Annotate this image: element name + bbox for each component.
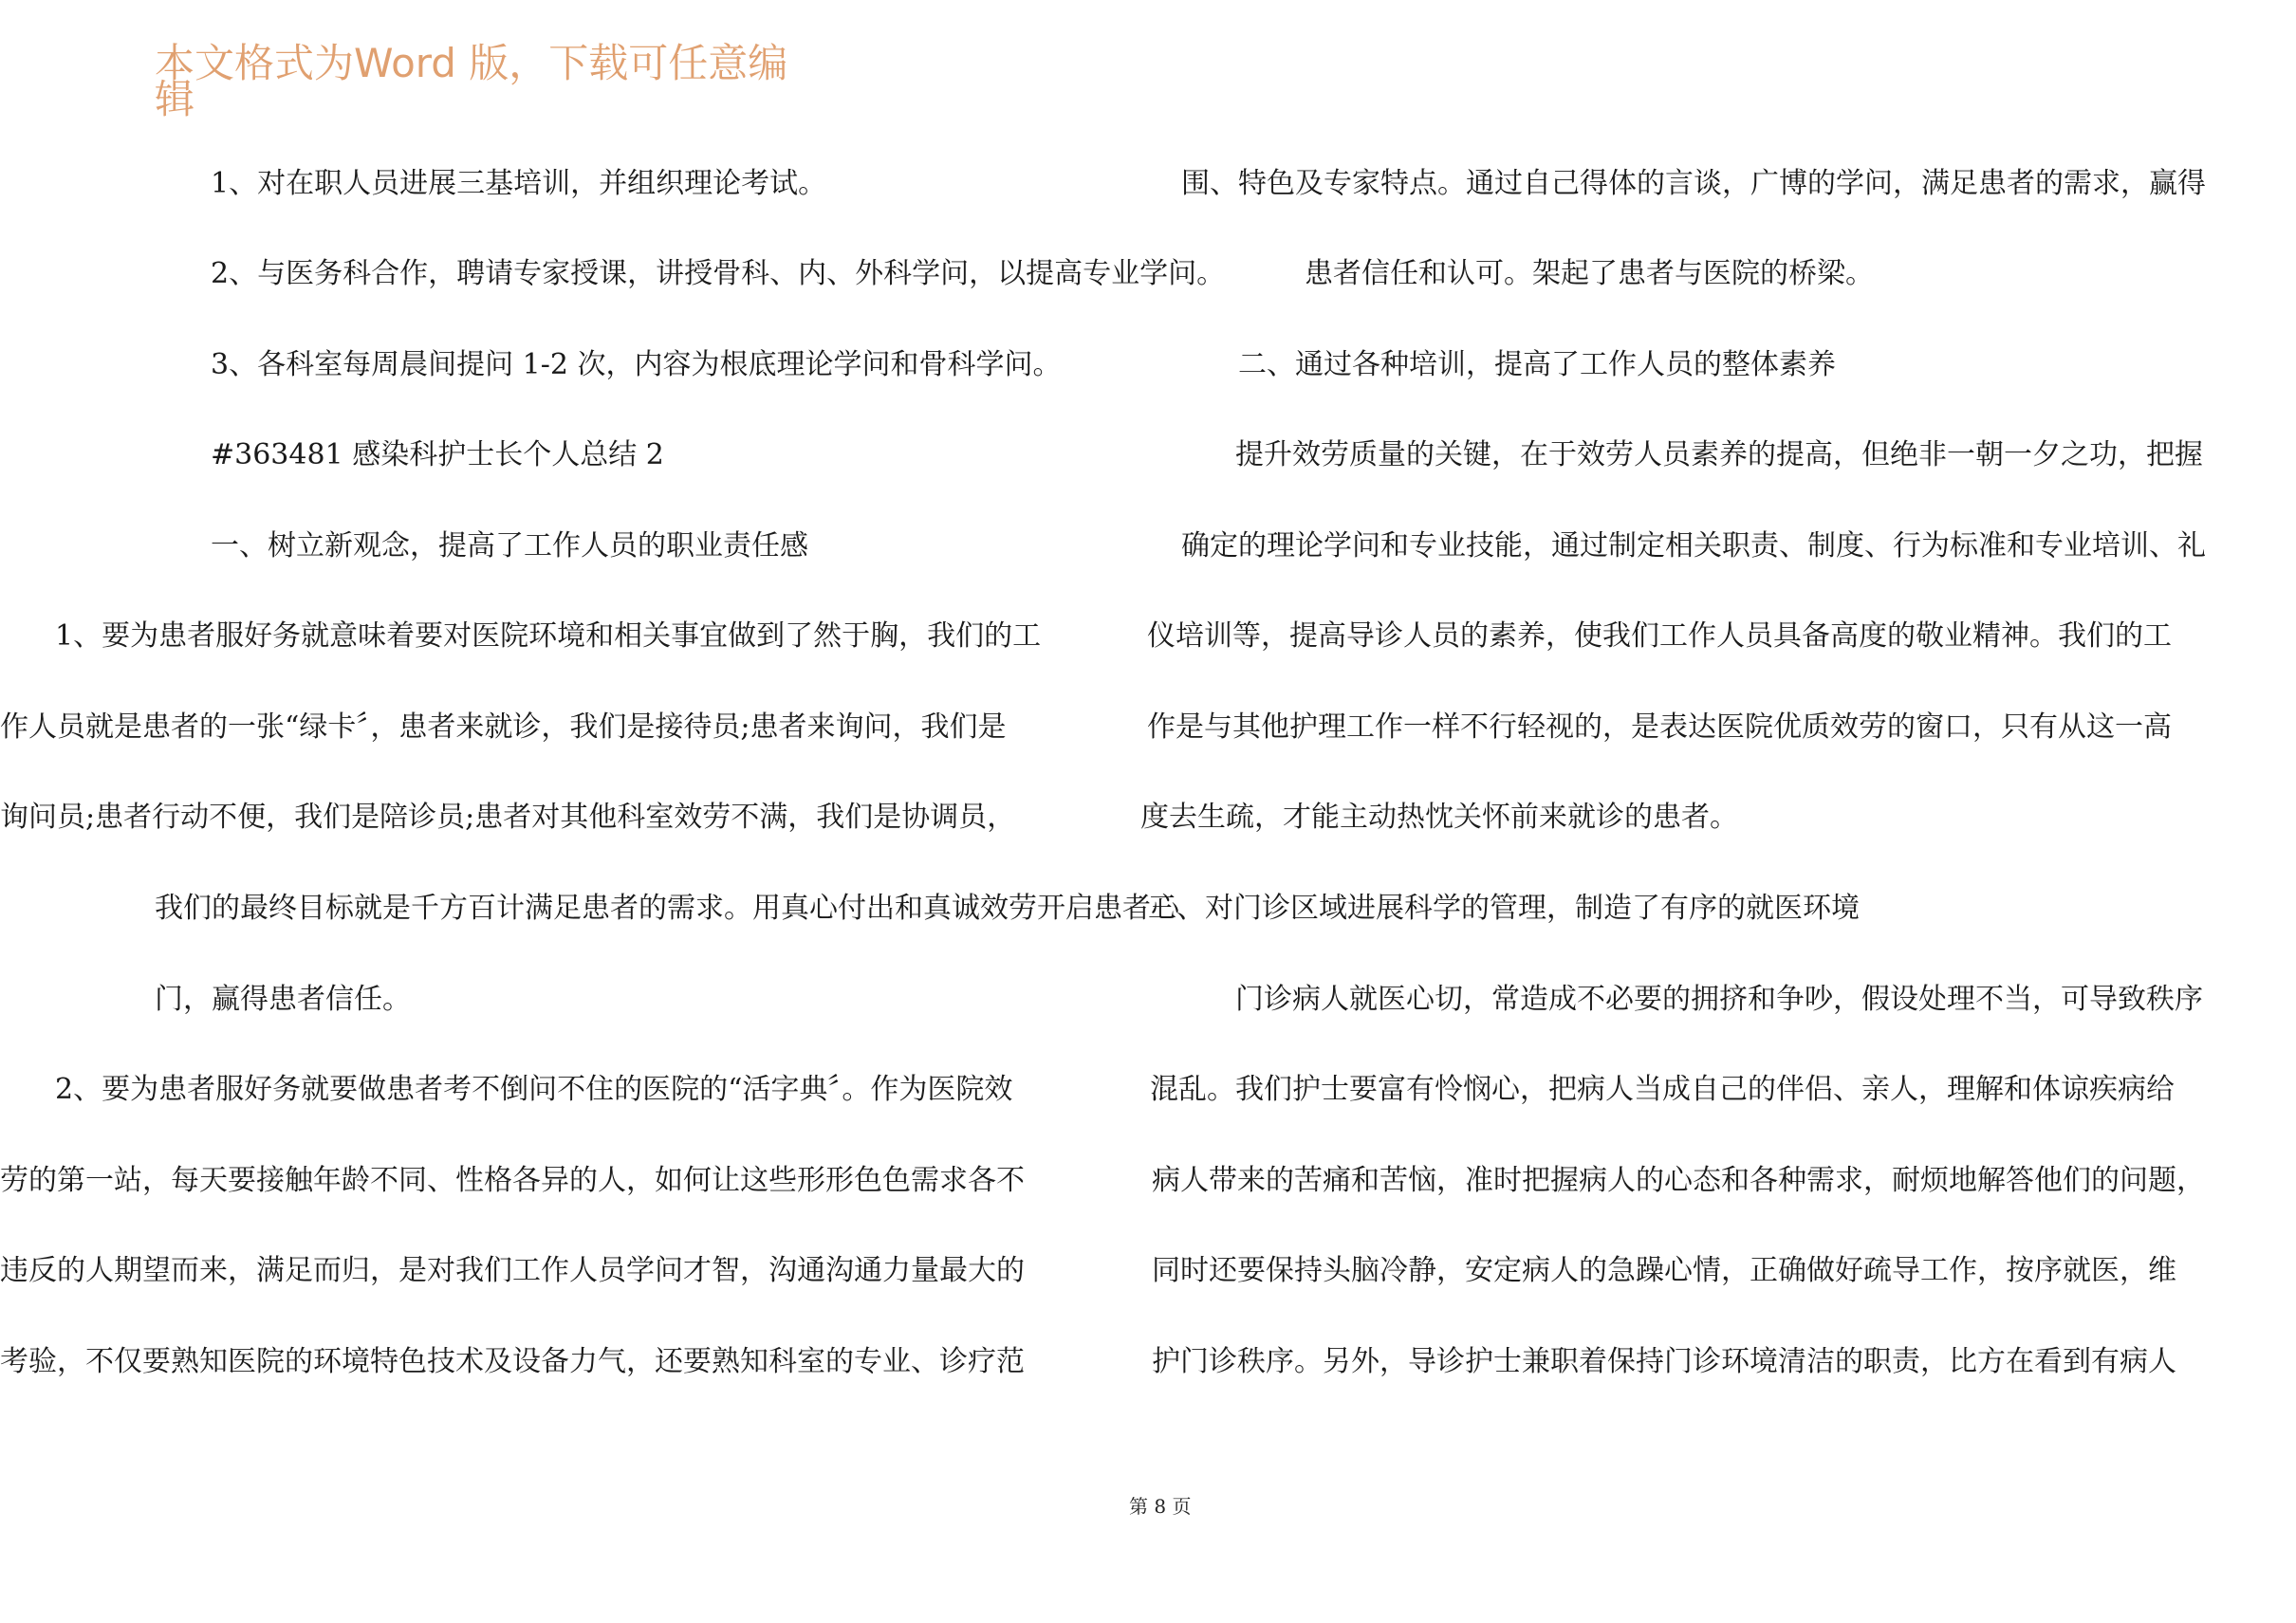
left-line-9: 我们的最终目标就是千方百计满足患者的需求。用真心付出和真诚效劳开启患者心 xyxy=(155,892,1179,925)
left-line-6: 1、要为患者服好务就意味着要对医院环境和相关事宜做到了然于胸，我们的工 xyxy=(55,619,1042,653)
watermark-text: 本文格式为Word 版，下载可任意编辑 xyxy=(155,40,788,122)
right-line-7: 作是与其他护理工作一样不行轻视的，是表达医院优质效劳的窗口，只有从这一高 xyxy=(1147,710,2172,744)
right-line-13: 同时还要保持头脑冷静，安定病人的急躁心情，正确做好疏导工作，按序就医，维 xyxy=(1152,1254,2176,1287)
right-line-14: 护门诊秩序。另外，导诊护士兼职着保持门诊环境清洁的职责，比方在看到有病人 xyxy=(1152,1345,2176,1378)
left-line-4: #363481 感染科护士长个人总结 2 xyxy=(211,438,664,471)
left-line-5: 一、树立新观念，提高了工作人员的职业责任感 xyxy=(211,529,808,563)
left-line-12: 劳的第一站，每天要接触年龄不同、性格各异的人，如何让这些形形色色需求各不 xyxy=(0,1164,1025,1197)
right-line-3: 二、通过各种培训，提高了工作人员的整体素养 xyxy=(1238,348,1836,381)
left-line-1: 1、对在职人员进展三基培训，并组织理论考试。 xyxy=(211,167,827,200)
left-line-2: 2、与医务科合作，聘请专家授课，讲授骨科、内、外科学问，以提高专业学问。 xyxy=(211,257,1226,290)
right-line-1: 围、特色及专家特点。通过自己得体的言谈，广博的学问，满足患者的需求，赢得 xyxy=(1181,167,2206,200)
left-line-8: 询问员;患者行动不便，我们是陪诊员;患者对其他科室效劳不满，我们是协调员， xyxy=(0,801,1016,834)
left-line-10: 门，赢得患者信任。 xyxy=(155,983,411,1016)
right-line-12: 病人带来的苦痛和苦恼，准时把握病人的心态和各种需求，耐烦地解答他们的问题， xyxy=(1152,1164,2205,1197)
left-line-3: 3、各科室每周晨间提问 1-2 次，内容为根底理论学问和骨科学问。 xyxy=(211,348,1062,381)
left-line-7: 作人员就是患者的一张“绿卡〞，患者来就诊，我们是接待员;患者来询问，我们是 xyxy=(0,710,1007,744)
left-line-13: 违反的人期望而来，满足而归，是对我们工作人员学问才智，沟通沟通力量最大的 xyxy=(0,1254,1025,1287)
right-line-5: 确定的理论学问和专业技能，通过制定相关职责、制度、行为标准和专业培训、礼 xyxy=(1181,529,2206,563)
right-line-2: 患者信任和认可。架起了患者与医院的桥梁。 xyxy=(1305,257,1874,290)
right-line-11: 混乱。我们护士要富有怜悯心，把病人当成自己的伴侣、亲人，理解和体谅疾病给 xyxy=(1150,1073,2175,1106)
right-line-9: 三、对门诊区域进展科学的管理，制造了有序的就医环境 xyxy=(1148,892,1860,925)
right-line-10: 门诊病人就医心切，常造成不必要的拥挤和争吵，假设处理不当，可导致秩序 xyxy=(1235,983,2203,1016)
right-line-6: 仪培训等，提高导诊人员的素养，使我们工作人员具备高度的敬业精神。我们的工 xyxy=(1147,619,2172,653)
right-line-8: 度去生疏，才能主动热忱关怀前来就诊的患者。 xyxy=(1140,801,1738,834)
page-number: 第 8 页 xyxy=(1129,1495,1192,1518)
left-line-11: 2、要为患者服好务就要做患者考不倒问不住的医院的“活字典〞。作为医院效 xyxy=(55,1073,1013,1106)
right-line-4: 提升效劳质量的关键，在于效劳人员素养的提高，但绝非一朝一夕之功，把握 xyxy=(1235,438,2203,471)
left-line-14: 考验，不仅要熟知医院的环境特色技术及设备力气，还要熟知科室的专业、诊疗范 xyxy=(0,1345,1025,1378)
